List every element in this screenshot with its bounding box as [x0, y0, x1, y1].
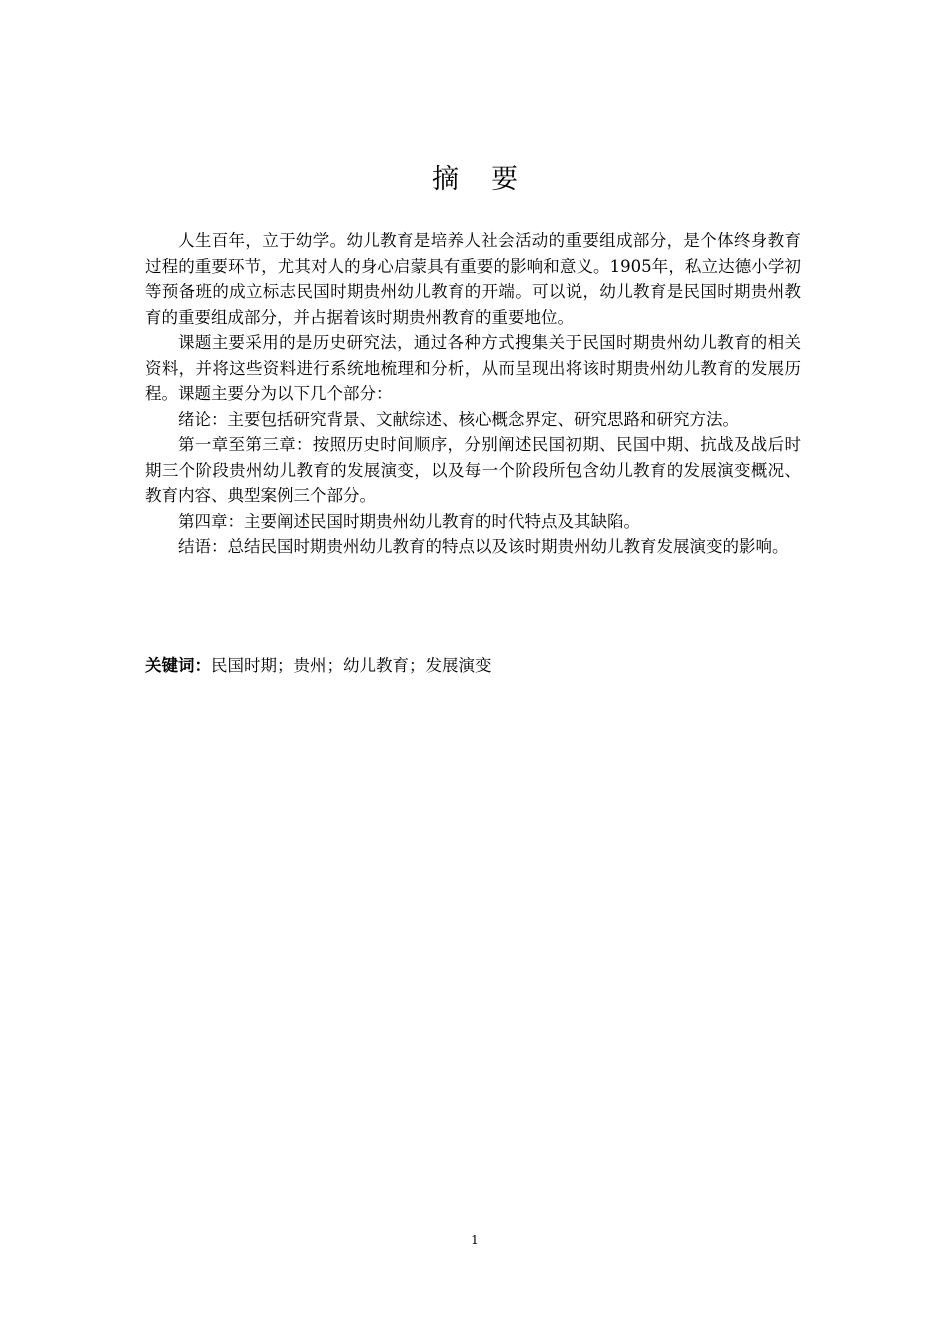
- paragraph-introduction-chapter: 绪论：主要包括研究背景、文献综述、核心概念界定、研究思路和研究方法。: [178, 409, 739, 429]
- title-char-1: 摘: [432, 164, 459, 195]
- paragraph-chapter-4: 第四章：主要阐述民国时期贵州幼儿教育的时代特点及其缺陷。: [178, 511, 640, 531]
- paragraph-chapters-1-3: 第一章至第三章：按照历史时间顺序，分别阐述民国初期、民国中期、抗战及战后时期三个阶段贵州幼儿教育的发展演变，以及每一个阶段所包含幼儿教育的发展演变概况、教育内容、典型案例三个部分。: [145, 435, 801, 505]
- keywords-line: [145, 653, 801, 679]
- page-number: 1: [471, 1233, 479, 1247]
- paragraph-conclusion: 结语：总结民国时期贵州幼儿教育的特点以及该时期贵州幼儿教育发展演变的影响。: [178, 537, 789, 556]
- paragraph-method: 课题主要采用的是历史研究法，通过各种方式搜集关于民国时期贵州幼儿教育的相关资料，并将这些资料进行系统地梳理和分析，从而呈现出将该时期贵州幼儿教育的发展历程。课题主要分为以下几个部分：: [145, 333, 801, 403]
- title-char-2: 要: [491, 164, 518, 195]
- abstract-body: [145, 228, 801, 560]
- paragraph-intro: 人生百年，立于幼学。幼儿教育是培养人社会活动的重要组成部分，是个体终身教育过程的重要环节，尤其对人的身心启蒙具有重要的影响和意义。1905年，私立达德小学初等预备班的成立标志民国时期贵州幼儿教育的开端。可以说，幼儿教育是民国时期贵州教育的重要组成部分，并占据着该时期贵州教育的重要地位。: [145, 231, 801, 327]
- page-title: [0, 158, 950, 202]
- keywords-value: 民国时期；贵州；幼儿教育；发展演变: [211, 656, 492, 675]
- keywords-label: 关键词：: [145, 656, 211, 675]
